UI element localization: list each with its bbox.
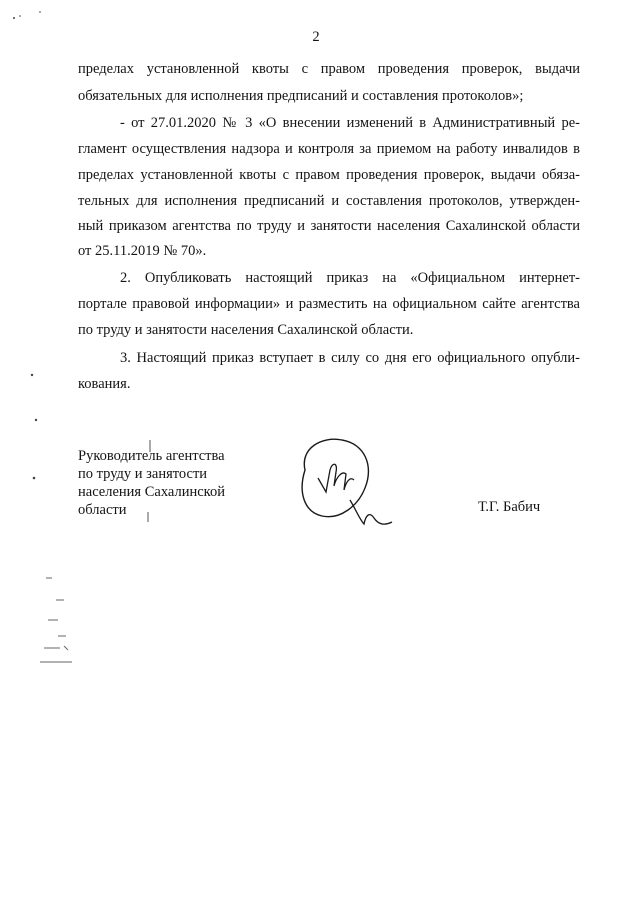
scan-specks — [13, 11, 41, 479]
signatory-position-line: Руководитель агентства — [78, 448, 225, 464]
signatory-position-line: населения Сахалинской — [78, 484, 225, 500]
body-line: 2. Опубликовать настоящий приказ на «Официальном интернет- — [120, 270, 580, 286]
signatory-position-line: области — [78, 502, 127, 518]
page-number: 2 — [312, 29, 320, 45]
body-line: гламент осуществления надзора и контроля за приемом на работу инвалидов в — [78, 141, 580, 157]
signatory-name: Т.Г. Бабич — [478, 499, 541, 515]
body-line: по труду и занятости населения Сахалинской области. — [78, 322, 414, 338]
body-line: 3. Настоящий приказ вступает в силу со дня его официального опубли- — [120, 350, 580, 366]
signatory-position-line: по труду и занятости — [78, 466, 208, 482]
body-line: пределах установленной квоты с правом проведения проверок, выдачи обяза- — [78, 167, 580, 183]
body-line: портале правовой информации» и разместить на официальном сайте агентства — [78, 296, 580, 312]
body-line: - от 27.01.2020 № 3 «О внесении изменений в Административный ре- — [120, 115, 580, 131]
body-line: кования. — [78, 376, 131, 392]
scan-dashes — [40, 578, 72, 662]
body-line: обязательных для исполнения предписаний и составления протоколов»; — [78, 88, 524, 104]
body-line: от 25.11.2019 № 70». — [78, 243, 207, 259]
body-line: ный приказом агентства по труду и занятости населения Сахалинской области — [78, 218, 580, 234]
body-line: тельных для исполнения предписаний и составления протоколов, утвержден- — [78, 193, 580, 209]
body-line: пределах установленной квоты с правом проведения проверок, выдачи — [78, 61, 580, 77]
